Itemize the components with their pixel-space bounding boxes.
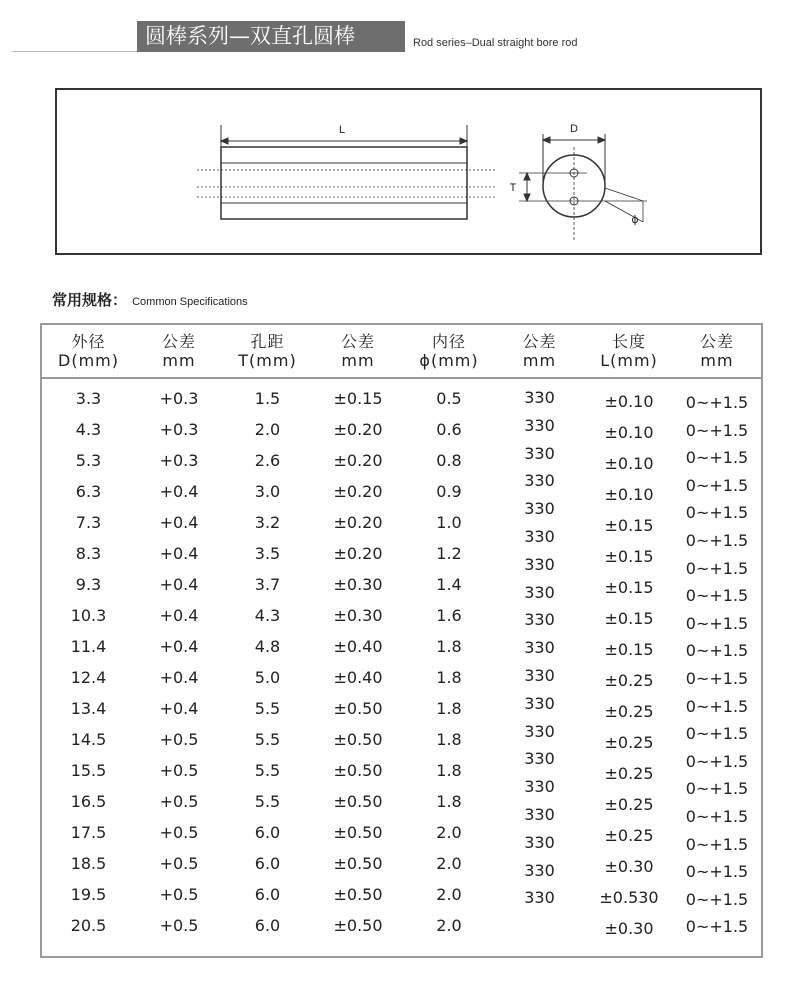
table-cell-outer-diameter: 18.5 bbox=[70, 854, 107, 873]
table-cell-inner-diameter: 1.4 bbox=[436, 575, 462, 594]
table-cell-outer-tolerance: +0.4 bbox=[159, 699, 199, 718]
dimension-phi-label: ϕ bbox=[631, 213, 639, 226]
table-cell-length-tolerance: 0~+1.5 bbox=[685, 420, 749, 440]
table-cell-hole-pitch: 6.0 bbox=[254, 854, 281, 873]
table-cell-inner-tolerance: 330 bbox=[524, 805, 555, 824]
table-cell-pitch-tolerance: ±0.15 bbox=[333, 389, 383, 408]
table-cell-pitch-tolerance: ±0.50 bbox=[333, 823, 383, 842]
table-cell-inner-diameter: 1.6 bbox=[436, 606, 462, 625]
specs-heading-zh: 常用规格： bbox=[52, 291, 128, 309]
table-cell-length: ±0.15 bbox=[604, 547, 654, 566]
table-cell-inner-diameter: 2.0 bbox=[436, 916, 462, 935]
table-cell-pitch-tolerance: ±0.50 bbox=[333, 854, 383, 873]
table-cell-length-tolerance: 0~+1.5 bbox=[685, 475, 749, 495]
column-header-outer-diameter bbox=[42, 325, 135, 377]
dimension-L-label: L bbox=[338, 124, 346, 136]
table-cell-inner-tolerance: 330 bbox=[524, 666, 555, 685]
column-header-line2: L(mm) bbox=[600, 351, 658, 370]
table-cell-inner-diameter: 1.8 bbox=[436, 699, 462, 718]
table-cell-length: ±0.30 bbox=[604, 919, 654, 938]
page-title: 圆棒系列—双直孔圆棒 bbox=[137, 21, 405, 52]
table-cell-inner-diameter: 0.8 bbox=[436, 451, 462, 470]
column-header-line1: 长度 bbox=[611, 332, 646, 351]
table-cell-outer-diameter: 19.5 bbox=[70, 885, 107, 904]
table-cell-outer-diameter: 13.4 bbox=[70, 699, 107, 718]
table-cell-pitch-tolerance: ±0.50 bbox=[333, 699, 383, 718]
table-cell-outer-tolerance: +0.5 bbox=[159, 885, 199, 904]
column-header-line2: mm bbox=[341, 351, 375, 370]
dimension-T-label: T bbox=[509, 182, 517, 194]
column-header-line1: 内径 bbox=[431, 332, 466, 351]
column-header-line2: mm bbox=[522, 351, 557, 370]
table-cell-inner-diameter: 2.0 bbox=[436, 854, 462, 873]
table-cell-length-tolerance: 0~+1.5 bbox=[685, 834, 749, 854]
table-cell-outer-tolerance: +0.5 bbox=[159, 761, 199, 780]
table-cell-inner-tolerance: 330 bbox=[524, 415, 555, 435]
table-cell-inner-tolerance: 330 bbox=[524, 527, 555, 546]
table-cell-inner-diameter: 0.9 bbox=[436, 482, 462, 501]
table-cell-inner-tolerance: 330 bbox=[524, 554, 555, 574]
column-header-line1: 孔距 bbox=[250, 332, 285, 351]
specs-heading bbox=[52, 289, 248, 310]
table-cell-outer-tolerance: +0.4 bbox=[159, 668, 199, 687]
table-cell-outer-diameter: 16.5 bbox=[70, 792, 107, 811]
table-cell-pitch-tolerance: ±0.20 bbox=[333, 451, 383, 470]
table-cell-outer-diameter: 12.4 bbox=[70, 668, 107, 687]
column-header-line1: 公差 bbox=[161, 332, 196, 351]
table-cell-outer-diameter: 4.3 bbox=[75, 420, 102, 439]
table-cell-inner-diameter: 2.0 bbox=[436, 823, 462, 842]
table-cell-length-tolerance: 0~+1.5 bbox=[685, 641, 749, 661]
table-cell-length: ±0.30 bbox=[604, 857, 654, 876]
table-cell-outer-diameter: 9.3 bbox=[75, 575, 102, 594]
table-cell-outer-diameter: 14.5 bbox=[70, 730, 107, 749]
table-cell-outer-diameter: 8.3 bbox=[75, 544, 102, 563]
table-cell-inner-tolerance: 330 bbox=[524, 388, 555, 407]
table-cell-length-tolerance: 0~+1.5 bbox=[685, 586, 749, 606]
table-cell-inner-tolerance: 330 bbox=[524, 832, 555, 852]
table-cell-hole-pitch: 5.5 bbox=[254, 730, 281, 749]
rod-drawing bbox=[57, 90, 764, 257]
table-cell-pitch-tolerance: ±0.20 bbox=[333, 513, 383, 532]
table-cell-length: ±0.25 bbox=[604, 733, 654, 752]
table-cell-length: ±0.530 bbox=[599, 888, 659, 907]
column-header-line2: T(mm) bbox=[238, 351, 297, 370]
table-cell-length: ±0.15 bbox=[604, 578, 654, 597]
column-header-hole-pitch bbox=[223, 325, 312, 377]
table-cell-length: ±0.15 bbox=[604, 640, 654, 659]
column-header-outer-tolerance bbox=[135, 325, 223, 377]
table-cell-pitch-tolerance: ±0.30 bbox=[333, 575, 383, 594]
table-cell-length: ±0.25 bbox=[604, 795, 654, 814]
column-header-line1: 公差 bbox=[522, 332, 557, 351]
column-header-line1: 外径 bbox=[71, 332, 106, 351]
table-cell-outer-diameter: 6.3 bbox=[75, 482, 102, 501]
column-header-line2: ϕ(mm) bbox=[419, 351, 479, 370]
table-cell-hole-pitch: 4.3 bbox=[254, 606, 281, 625]
table-cell-length-tolerance: 0~+1.5 bbox=[685, 558, 749, 578]
table-cell-inner-diameter: 0.6 bbox=[436, 420, 462, 439]
table-cell-length-tolerance: 0~+1.5 bbox=[685, 531, 749, 550]
spec-table bbox=[40, 323, 763, 958]
table-cell-length-tolerance: 0~+1.5 bbox=[685, 807, 749, 826]
table-cell-inner-diameter: 0.5 bbox=[436, 389, 462, 408]
table-cell-hole-pitch: 2.0 bbox=[254, 420, 281, 439]
table-cell-outer-tolerance: +0.5 bbox=[159, 854, 199, 873]
table-cell-hole-pitch: 6.0 bbox=[254, 885, 281, 904]
table-cell-length: ±0.25 bbox=[604, 826, 654, 845]
table-cell-length: ±0.10 bbox=[604, 485, 654, 504]
table-cell-hole-pitch: 5.5 bbox=[254, 761, 281, 780]
specs-heading-en: Common Specifications bbox=[132, 296, 248, 308]
table-cell-outer-tolerance: +0.3 bbox=[159, 420, 199, 439]
table-cell-hole-pitch: 3.5 bbox=[254, 544, 281, 563]
table-cell-inner-diameter: 2.0 bbox=[436, 885, 462, 904]
table-cell-pitch-tolerance: ±0.20 bbox=[333, 544, 383, 563]
table-cell-length: ±0.25 bbox=[604, 764, 654, 783]
table-cell-length: ±0.15 bbox=[604, 609, 654, 628]
table-cell-length-tolerance: 0~+1.5 bbox=[685, 669, 749, 688]
table-cell-inner-tolerance: 330 bbox=[524, 499, 555, 519]
table-cell-outer-tolerance: +0.5 bbox=[159, 730, 199, 749]
table-cell-hole-pitch: 6.0 bbox=[254, 916, 281, 935]
table-cell-length-tolerance: 0~+1.5 bbox=[685, 724, 749, 744]
column-header-length bbox=[585, 325, 673, 377]
column-header-line1: 公差 bbox=[699, 332, 734, 351]
table-cell-inner-tolerance: 330 bbox=[524, 610, 555, 630]
table-cell-length-tolerance: 0~+1.5 bbox=[685, 889, 749, 909]
table-cell-inner-tolerance: 330 bbox=[524, 471, 555, 491]
table-cell-outer-tolerance: +0.4 bbox=[159, 544, 199, 563]
table-cell-length-tolerance: 0~+1.5 bbox=[685, 751, 749, 771]
table-cell-outer-diameter: 17.5 bbox=[70, 823, 107, 842]
table-cell-length-tolerance: 0~+1.5 bbox=[685, 393, 749, 412]
table-cell-outer-tolerance: +0.3 bbox=[159, 389, 199, 408]
table-cell-inner-tolerance: 330 bbox=[524, 693, 555, 713]
table-cell-hole-pitch: 3.0 bbox=[254, 482, 281, 501]
table-cell-outer-tolerance: +0.4 bbox=[159, 606, 199, 625]
table-cell-outer-tolerance: +0.4 bbox=[159, 482, 199, 501]
table-cell-pitch-tolerance: ±0.50 bbox=[333, 885, 383, 904]
table-cell-outer-tolerance: +0.5 bbox=[159, 916, 199, 935]
table-cell-outer-diameter: 3.3 bbox=[75, 389, 102, 408]
table-cell-inner-tolerance: 330 bbox=[524, 749, 555, 769]
column-header-length-tolerance bbox=[673, 325, 761, 377]
table-cell-inner-diameter: 1.0 bbox=[436, 513, 462, 532]
table-cell-pitch-tolerance: ±0.50 bbox=[333, 792, 383, 811]
table-cell-pitch-tolerance: ±0.50 bbox=[333, 730, 383, 749]
table-cell-pitch-tolerance: ±0.20 bbox=[333, 420, 383, 439]
table-cell-inner-diameter: 1.8 bbox=[436, 668, 462, 687]
rod-diagram bbox=[55, 88, 762, 255]
table-cell-outer-tolerance: +0.3 bbox=[159, 451, 199, 470]
table-cell-outer-tolerance: +0.4 bbox=[159, 637, 199, 656]
table-cell-inner-diameter: 1.8 bbox=[436, 637, 462, 656]
table-cell-outer-diameter: 10.3 bbox=[70, 606, 107, 625]
column-header-inner-diameter bbox=[404, 325, 494, 377]
table-cell-inner-tolerance: 330 bbox=[524, 888, 555, 908]
table-cell-pitch-tolerance: ±0.50 bbox=[333, 916, 383, 935]
table-cell-hole-pitch: 5.5 bbox=[254, 792, 281, 811]
table-cell-length: ±0.15 bbox=[604, 516, 654, 535]
table-cell-length-tolerance: 0~+1.5 bbox=[685, 862, 749, 882]
column-header-line2: mm bbox=[700, 351, 734, 370]
table-cell-outer-diameter: 5.3 bbox=[75, 451, 102, 470]
table-cell-inner-tolerance: 330 bbox=[524, 638, 555, 658]
column-header-line2: D(mm) bbox=[58, 351, 119, 370]
table-cell-length-tolerance: 0~+1.5 bbox=[685, 613, 749, 633]
table-cell-inner-tolerance: 330 bbox=[524, 582, 555, 602]
table-cell-inner-tolerance: 330 bbox=[524, 777, 555, 797]
table-cell-length-tolerance: 0~+1.5 bbox=[685, 448, 749, 468]
column-header-line1: 公差 bbox=[340, 332, 375, 351]
table-cell-outer-tolerance: +0.4 bbox=[159, 513, 199, 532]
table-cell-pitch-tolerance: ±0.20 bbox=[333, 482, 383, 501]
table-cell-outer-tolerance: +0.4 bbox=[159, 575, 199, 594]
table-cell-length: ±0.25 bbox=[604, 671, 654, 690]
table-cell-inner-diameter: 1.8 bbox=[436, 792, 462, 811]
table-cell-inner-diameter: 1.8 bbox=[436, 761, 462, 780]
page-title-english: Rod series–Dual straight bore rod bbox=[413, 37, 578, 49]
column-header-line2: mm bbox=[162, 351, 196, 370]
table-cell-hole-pitch: 1.5 bbox=[254, 389, 281, 408]
table-cell-length-tolerance: 0~+1.5 bbox=[685, 779, 749, 799]
table-cell-outer-diameter: 20.5 bbox=[70, 916, 107, 935]
table-cell-length: ±0.10 bbox=[604, 423, 654, 442]
table-cell-inner-tolerance: 330 bbox=[524, 860, 555, 880]
table-cell-outer-tolerance: +0.5 bbox=[159, 823, 199, 842]
table-cell-length: ±0.10 bbox=[604, 392, 654, 411]
table-cell-pitch-tolerance: ±0.40 bbox=[333, 668, 383, 687]
table-cell-length-tolerance: 0~+1.5 bbox=[685, 917, 749, 937]
table-cell-pitch-tolerance: ±0.30 bbox=[333, 606, 383, 625]
table-cell-pitch-tolerance: ±0.40 bbox=[333, 637, 383, 656]
rod-side-view bbox=[221, 147, 467, 219]
table-cell-length-tolerance: 0~+1.5 bbox=[685, 696, 749, 716]
table-cell-inner-tolerance: 330 bbox=[524, 721, 555, 741]
table-cell-outer-diameter: 15.5 bbox=[70, 761, 107, 780]
table-cell-hole-pitch: 5.5 bbox=[254, 699, 281, 718]
column-header-inner-tolerance bbox=[494, 325, 585, 377]
table-cell-length-tolerance: 0~+1.5 bbox=[685, 503, 749, 523]
table-cell-hole-pitch: 3.2 bbox=[254, 513, 281, 532]
column-header-pitch-tolerance bbox=[312, 325, 404, 377]
table-cell-inner-diameter: 1.2 bbox=[436, 544, 462, 563]
table-cell-hole-pitch: 6.0 bbox=[254, 823, 281, 842]
table-cell-inner-diameter: 1.8 bbox=[436, 730, 462, 749]
table-cell-outer-tolerance: +0.5 bbox=[159, 792, 199, 811]
table-cell-hole-pitch: 2.6 bbox=[254, 451, 281, 470]
table-cell-length: ±0.25 bbox=[604, 702, 654, 721]
table-cell-pitch-tolerance: ±0.50 bbox=[333, 761, 383, 780]
table-cell-length: ±0.10 bbox=[604, 454, 654, 473]
table-cell-inner-tolerance: 330 bbox=[524, 443, 555, 463]
dimension-D-label: D bbox=[570, 123, 578, 135]
table-cell-outer-diameter: 11.4 bbox=[70, 637, 107, 656]
table-cell-hole-pitch: 5.0 bbox=[254, 668, 281, 687]
table-cell-hole-pitch: 3.7 bbox=[254, 575, 281, 594]
table-cell-hole-pitch: 4.8 bbox=[254, 637, 281, 656]
table-cell-outer-diameter: 7.3 bbox=[75, 513, 102, 532]
